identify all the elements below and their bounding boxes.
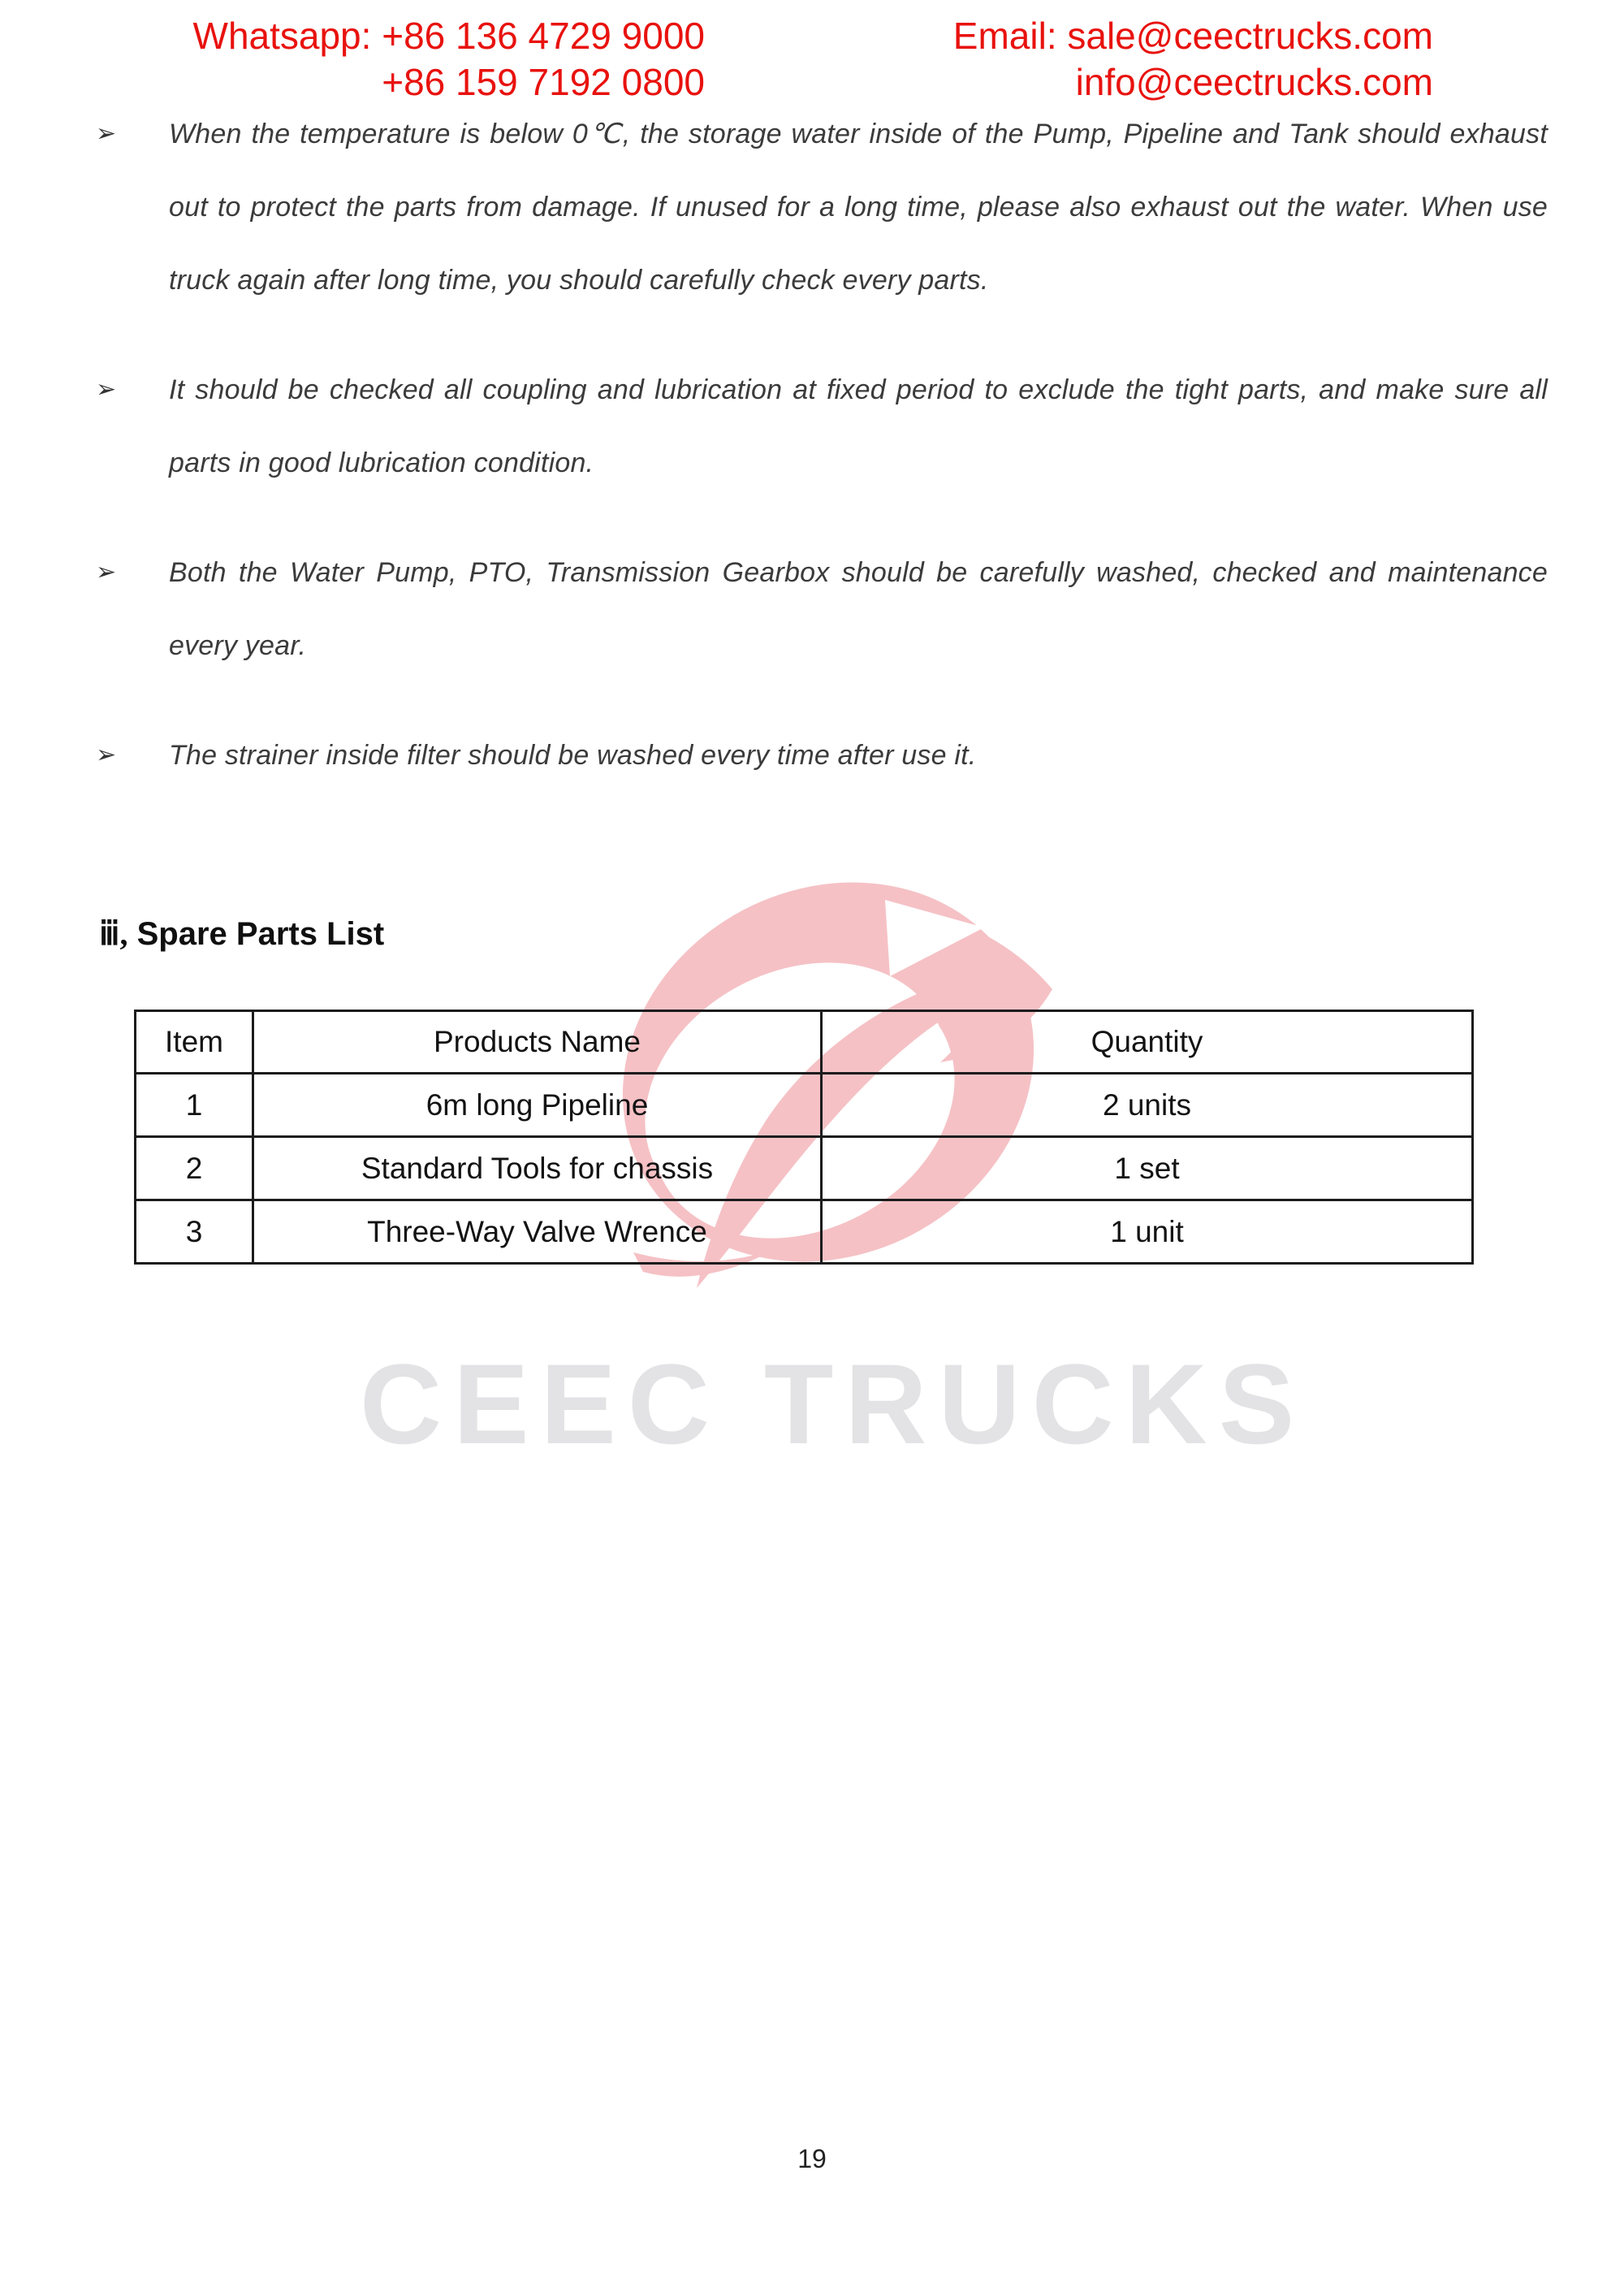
table-row [136, 1074, 1473, 1137]
arrow-bullet-icon: ➢ [96, 120, 117, 147]
section-title: Spare Parts List [127, 916, 385, 952]
cell-quantity: 2 units [822, 1074, 1473, 1137]
cell-item: 2 [136, 1137, 253, 1200]
maintenance-notes-list [96, 97, 1548, 828]
spare-parts-table [134, 1010, 1474, 1265]
whatsapp-line-1: Whatsapp: +86 136 4729 9000 [192, 15, 705, 57]
arrow-bullet-icon: ➢ [96, 742, 117, 768]
cell-product: Three-Way Valve Wrence [253, 1200, 822, 1264]
note-text: It should be checked all coupling and lubrication at fixed period to exclude the tight parts, and make sure all parts in good lubrication condition. [169, 374, 1548, 478]
list-item [96, 719, 1548, 792]
section-numeral: ⅲ, [99, 915, 128, 952]
col-header-quantity: Quantity [822, 1011, 1473, 1074]
email-line-2: info@ceectrucks.com [1075, 61, 1433, 103]
col-header-item: Item [136, 1011, 253, 1074]
table-row [136, 1200, 1473, 1264]
page-number: 19 [797, 2144, 827, 2173]
arrow-bullet-icon: ➢ [96, 559, 117, 586]
note-text: Both the Water Pump, PTO, Transmission Gearbox should be carefully washed, checked and maintenance every year. [169, 557, 1548, 661]
whatsapp-line-2: +86 159 7192 0800 [382, 61, 705, 103]
page-title [99, 911, 384, 957]
cell-quantity: 1 unit [822, 1200, 1473, 1264]
email-contact-block [893, 13, 1433, 106]
col-header-products-name: Products Name [253, 1011, 822, 1074]
table-row [136, 1137, 1473, 1200]
cell-item: 3 [136, 1200, 253, 1264]
list-item [96, 97, 1548, 317]
note-text: When the temperature is below 0℃, the storage water inside of the Pump, Pipeline and Tank should exhaust out to protect the parts from damage. If unused for a long time, please also exhaust out the water. When use truck again after long time, you should carefully check every parts. [169, 119, 1548, 296]
list-item [96, 536, 1548, 682]
email-line-1: Email: sale@ceectrucks.com [952, 15, 1433, 57]
note-text: The strainer inside filter should be washed every time after use it. [169, 740, 977, 771]
arrow-bullet-icon: ➢ [96, 376, 117, 403]
cell-item: 1 [136, 1074, 253, 1137]
list-item [96, 353, 1548, 499]
cell-product: 6m long Pipeline [253, 1074, 822, 1137]
brand-watermark-text: CEEC TRUCKS [360, 1340, 1307, 1468]
cell-quantity: 1 set [822, 1137, 1473, 1200]
whatsapp-contact-block [179, 13, 705, 106]
table-header-row [136, 1011, 1473, 1074]
cell-product: Standard Tools for chassis [253, 1137, 822, 1200]
